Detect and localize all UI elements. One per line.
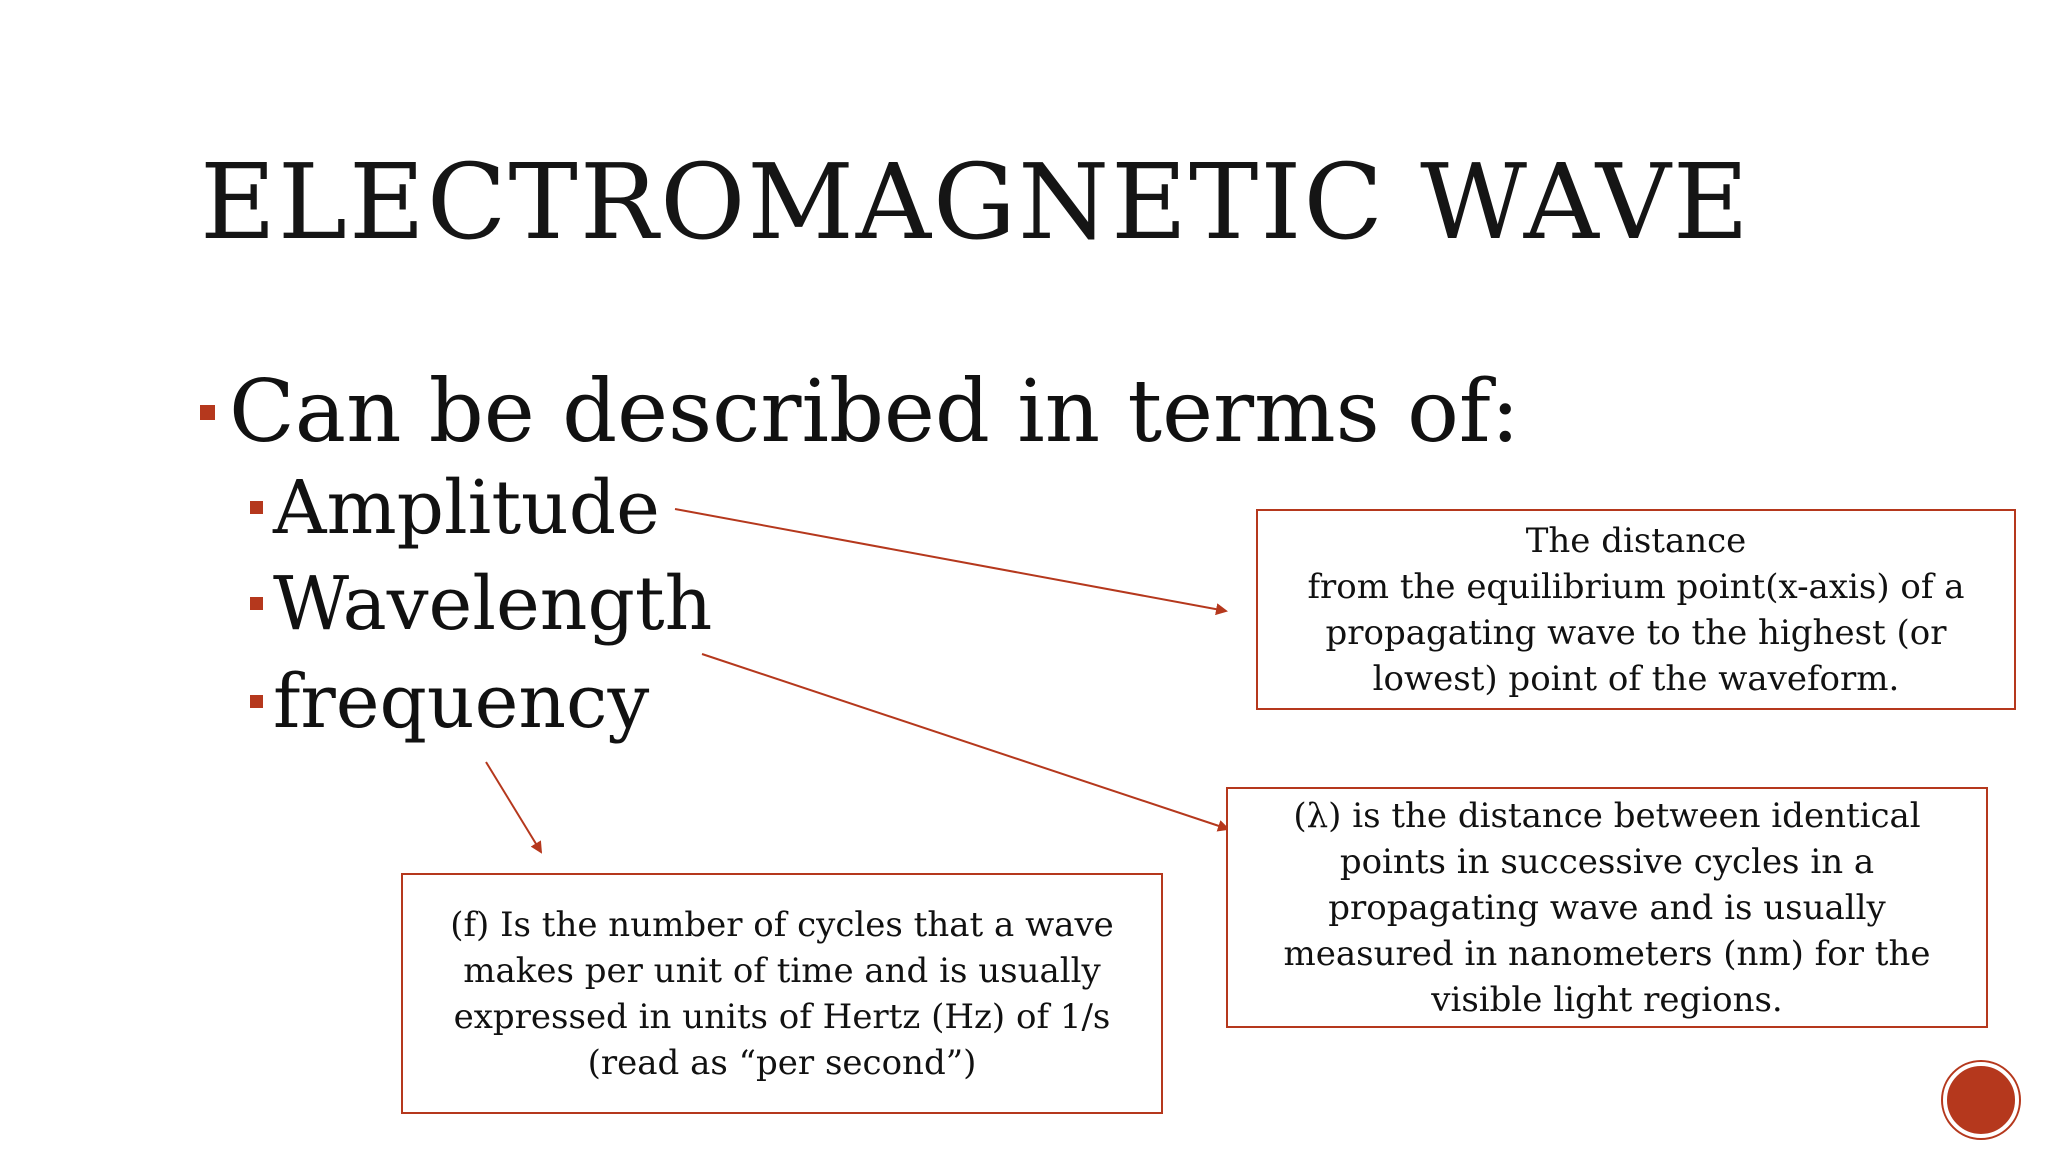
amplitude-callout-line: propagating wave to the highest (or — [1325, 612, 1947, 653]
frequency-callout-line: (read as “per second”) — [587, 1042, 977, 1083]
frequency-callout-line: expressed in units of Hertz (Hz) of 1/s — [453, 996, 1111, 1037]
amplitude-callout-line: The distance — [1525, 520, 1747, 561]
frequency-arrow — [486, 762, 541, 852]
bullet-amplitude-label: Amplitude — [273, 465, 660, 551]
amplitude-callout-line: from the equilibrium point(x-axis) of a — [1307, 566, 1965, 607]
wavelength-arrow — [702, 654, 1228, 829]
wavelength-callout — [1226, 787, 1988, 1028]
bullet-frequency-label: frequency — [273, 659, 650, 745]
bullet-main-label: Can be described in terms of: — [229, 362, 1520, 462]
slide-title: ELECTROMAGNETIC WAVE — [200, 141, 1751, 263]
amplitude-callout — [1256, 509, 2016, 710]
wavelength-callout-line: propagating wave and is usually — [1328, 887, 1886, 928]
frequency-callout — [401, 873, 1163, 1114]
amplitude-arrow — [675, 509, 1226, 611]
next-slide-button[interactable] — [1943, 1062, 2019, 1138]
frequency-callout-line: (f) Is the number of cycles that a wave — [450, 904, 1114, 945]
wavelength-callout-line: (λ) is the distance between identical — [1293, 795, 1921, 836]
amplitude-callout-line: lowest) point of the waveform. — [1372, 658, 1900, 699]
frequency-callout-line: makes per unit of time and is usually — [463, 950, 1101, 991]
bullet-wavelength-label: Wavelength — [273, 561, 713, 647]
wavelength-callout-line: measured in nanometers (nm) for the — [1283, 933, 1931, 974]
wavelength-callout-line: visible light regions. — [1431, 979, 1783, 1020]
wavelength-callout-line: points in successive cycles in a — [1339, 841, 1875, 882]
